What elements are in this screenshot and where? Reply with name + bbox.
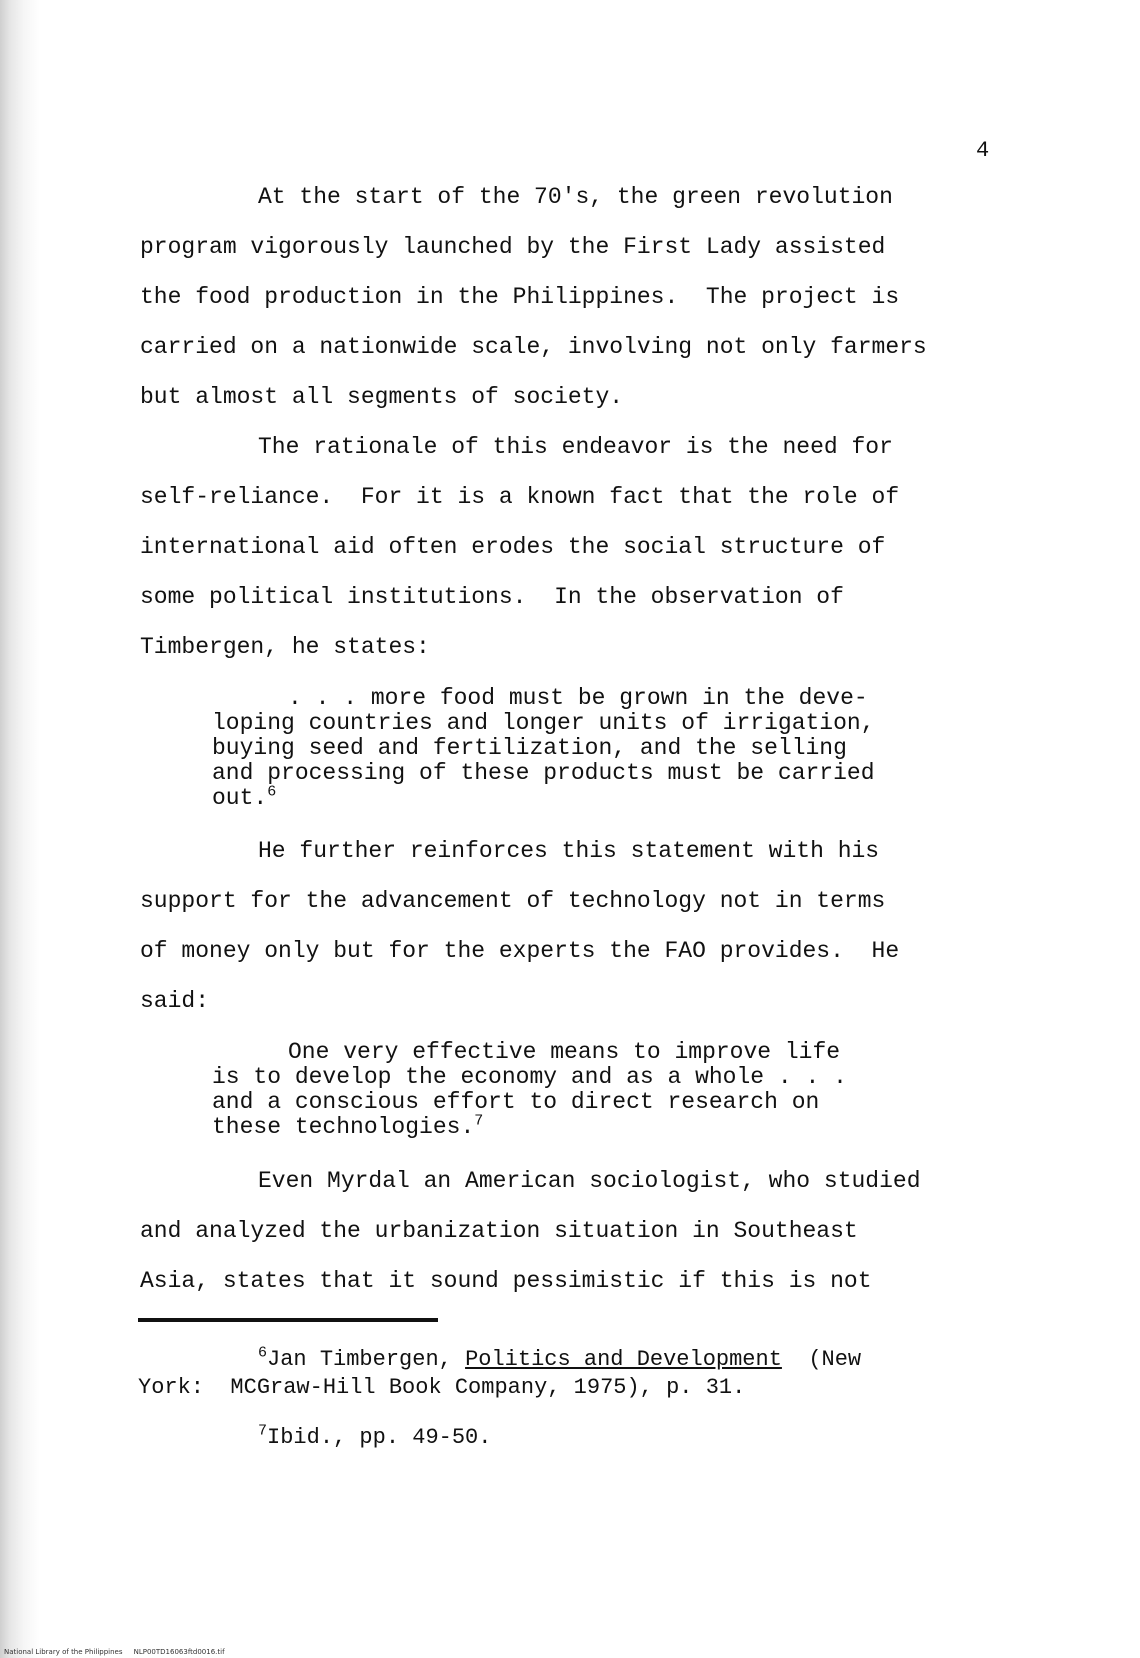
footnote-6-line-1 [258,1346,861,1374]
quote-text: these technologies. [212,1114,475,1140]
paragraph-line: The rationale of this endeavor is the need for [258,434,893,460]
paragraph-line: At the start of the 70's, the green revolution [258,184,893,210]
scan-archive-mark: National Library of the Philippines NLP00TD16063ftd0016.tif [4,1648,225,1656]
block-quote-2 [212,1040,972,1140]
paragraph-line: program vigorously launched by the First Lady assisted [140,234,886,260]
quote-line-last [212,783,972,811]
paragraph-line: the food production in the Philippines. The project is [140,284,900,310]
paragraph-3 [140,826,1020,1026]
footnote-author: Jan Timbergen, [267,1347,466,1372]
quote-line: is to develop the economy and as a whole . . . [212,1064,847,1090]
scan-binding-edge [0,0,40,1658]
footnote-ref-6: 6 [267,783,277,801]
quote-line: loping countries and longer units of irrigation, [212,710,875,736]
footnote-book-title: Politics and Development [465,1347,782,1372]
paragraph-line: said: [140,988,210,1014]
quote-line: . . . more food must be grown in the deve- [288,685,868,711]
paragraph-line: Timbergen, he states: [140,634,430,660]
footnote-separator [138,1318,438,1322]
paragraph-line: of money only but for the experts the FAO provides. He [140,938,900,964]
footnote-marker: 7 [258,1422,268,1440]
footnote-marker: 6 [258,1344,268,1362]
footnote-ref-7: 7 [474,1112,484,1130]
paragraph-line: Asia, states that it sound pessimistic if this is not [140,1268,872,1294]
footnote-text: (New [781,1347,862,1372]
paragraph-line: Even Myrdal an American sociologist, who studied [258,1168,921,1194]
paragraph-line: some political institutions. In the observation of [140,584,844,610]
footnote-7 [258,1424,491,1452]
paragraph-4 [140,1156,1020,1306]
paragraph-line: carried on a nationwide scale, involving not only farmers [140,334,927,360]
quote-line-last [212,1112,972,1140]
paragraph-1 [140,172,1020,422]
quote-line: and a conscious effort to direct research on [212,1089,820,1115]
paragraph-2 [140,422,1020,672]
quote-line: and processing of these products must be carried [212,760,875,786]
paragraph-line: and analyzed the urbanization situation in Southeast [140,1218,858,1244]
paragraph-line: self-reliance. For it is a known fact that the role of [140,484,900,510]
quote-text: out. [212,785,268,811]
paragraph-line: international aid often erodes the social structure of [140,534,886,560]
block-quote-1 [212,686,972,811]
quote-line: buying seed and fertilization, and the selling [212,735,847,761]
footnote-text: Ibid., pp. 49-50. [267,1425,492,1450]
paragraph-line: but almost all segments of society. [140,384,624,410]
footnote-6-line-2: York: MCGraw-Hill Book Company, 1975), p. 31. [138,1375,746,1400]
paragraph-line: support for the advancement of technology not in terms [140,888,886,914]
paragraph-line: He further reinforces this statement with his [258,838,880,864]
quote-line: One very effective means to improve life [288,1039,841,1065]
page-number: 4 [976,138,990,163]
